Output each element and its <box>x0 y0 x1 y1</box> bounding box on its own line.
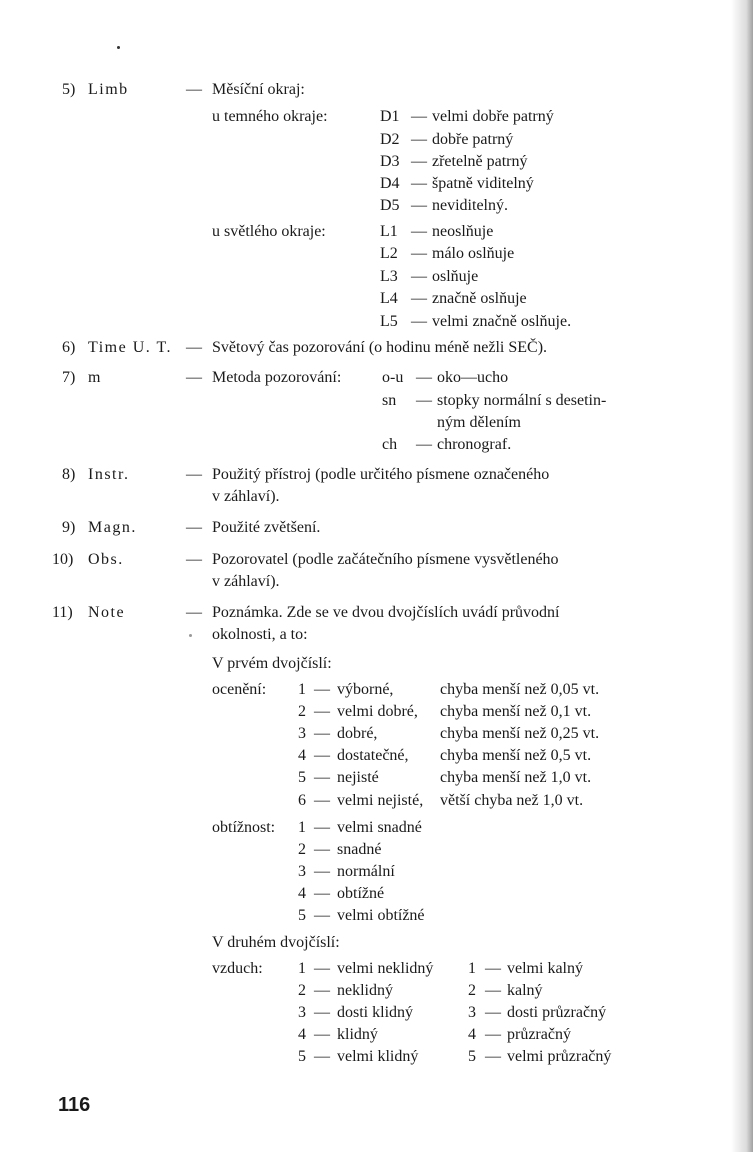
difficulty-dash: — <box>314 885 330 902</box>
limb-dash: — <box>411 223 427 240</box>
air-number: 5 <box>298 1048 306 1065</box>
limb-desc: málo oslňuje <box>432 245 515 262</box>
difficulty-desc: velmi obtížné <box>337 907 425 924</box>
limb-dash: — <box>411 131 427 148</box>
rating-error: chyba menší než 0,05 vt. <box>440 681 600 698</box>
limb-dash: — <box>411 290 427 307</box>
first-pair-heading: V prvém dvojčíslí: <box>212 655 332 672</box>
item-text-cont: okolnosti, a to: <box>212 626 308 643</box>
speck <box>189 634 192 637</box>
item-text: Světový čas pozorování (o hodinu méně nežli SEČ). <box>212 339 548 356</box>
air-number: 5 <box>468 1048 476 1065</box>
limb-desc: značně oslňuje <box>432 290 527 307</box>
rating-dash: — <box>314 703 330 720</box>
item-key: Time U. T. <box>88 339 173 356</box>
item-text: Poznámka. Zde se ve dvou dvojčíslích uvádí průvodní <box>212 604 560 621</box>
limb-code: D2 <box>380 131 400 148</box>
air-number: 2 <box>298 982 306 999</box>
rating-dash: — <box>314 681 330 698</box>
air-dash: — <box>314 1004 330 1021</box>
limb-desc: špatně viditelný <box>432 175 534 192</box>
method-dash: — <box>416 369 432 386</box>
limb-code: L5 <box>380 313 398 330</box>
limb-code: D3 <box>380 153 400 170</box>
rating-dash: — <box>314 747 330 764</box>
rating-desc: dostatečné, <box>337 747 409 764</box>
method-desc: oko—ucho <box>437 369 509 386</box>
air-steadiness: velmi klidný <box>337 1048 419 1065</box>
difficulty-number: 4 <box>298 885 306 902</box>
item-text: Použitý přístroj (podle určitého písmene označeného <box>212 466 550 483</box>
page-edge-shadow <box>731 0 753 1152</box>
rating-desc: velmi dobré, <box>337 703 418 720</box>
method-dash: — <box>416 392 432 409</box>
item-text-cont: v záhlaví). <box>212 488 280 505</box>
difficulty-number: 5 <box>298 907 306 924</box>
rating-error: chyba menší než 0,5 vt. <box>440 747 592 764</box>
limb-dash: — <box>411 153 427 170</box>
light-limb-label: u světlého okraje: <box>212 223 326 240</box>
item-number: 9) <box>62 519 76 536</box>
rating-dash: — <box>314 792 330 809</box>
item-dash: — <box>186 81 202 98</box>
item-text: Metoda pozorování: <box>212 369 342 386</box>
difficulty-desc: snadné <box>337 841 382 858</box>
rating-number: 2 <box>298 703 306 720</box>
difficulty-dash: — <box>314 841 330 858</box>
air-number: 4 <box>468 1026 476 1043</box>
item-key: Obs. <box>88 551 124 568</box>
limb-code: L1 <box>380 223 398 240</box>
air-dash: — <box>485 960 501 977</box>
limb-dash: — <box>411 108 427 125</box>
item-key: m <box>88 369 101 386</box>
rating-number: 5 <box>298 769 306 786</box>
air-transparency: průzračný <box>507 1026 571 1043</box>
item-dash: — <box>186 551 202 568</box>
difficulty-desc: normální <box>337 863 395 880</box>
rating-desc: výborné, <box>337 681 394 698</box>
item-dash: — <box>186 369 202 386</box>
item-number: 11) <box>52 604 73 621</box>
limb-dash: — <box>411 197 427 214</box>
speck <box>117 46 120 49</box>
air-steadiness: velmi neklidný <box>337 960 434 977</box>
method-code: ch <box>382 436 398 453</box>
item-dash: — <box>186 519 202 536</box>
air-number: 3 <box>468 1004 476 1021</box>
difficulty-dash: — <box>314 819 330 836</box>
method-desc: chronograf. <box>437 436 512 453</box>
air-number: 1 <box>298 960 306 977</box>
rating-number: 6 <box>298 792 306 809</box>
method-code: o-u <box>382 369 404 386</box>
difficulty-number: 3 <box>298 863 306 880</box>
air-dash: — <box>485 1004 501 1021</box>
rating-desc: nejisté <box>337 769 379 786</box>
difficulty-desc: obtížné <box>337 885 385 902</box>
air-transparency: velmi kalný <box>507 960 583 977</box>
air-number: 3 <box>298 1004 306 1021</box>
air-steadiness: klidný <box>337 1026 378 1043</box>
air-number: 2 <box>468 982 476 999</box>
method-dash: — <box>416 436 432 453</box>
rating-label: ocenění: <box>212 681 267 698</box>
dark-limb-label: u temného okraje: <box>212 108 328 125</box>
rating-desc: dobré, <box>337 725 378 742</box>
item-key: Limb <box>88 81 129 98</box>
air-dash: — <box>314 1048 330 1065</box>
item-key: Note <box>88 604 126 621</box>
item-number: 6) <box>62 339 76 356</box>
limb-code: L3 <box>380 268 398 285</box>
item-number: 10) <box>52 551 74 568</box>
air-dash: — <box>485 982 501 999</box>
limb-dash: — <box>411 268 427 285</box>
limb-desc: velmi značně oslňuje. <box>432 313 572 330</box>
air-dash: — <box>314 960 330 977</box>
item-text: Měsíční okraj: <box>212 81 305 98</box>
air-steadiness: dosti klidný <box>337 1004 414 1021</box>
limb-desc: oslňuje <box>432 268 479 285</box>
method-code: sn <box>382 392 397 409</box>
item-key: Instr. <box>88 466 130 483</box>
limb-code: D5 <box>380 197 400 214</box>
air-transparency: velmi průzračný <box>507 1048 612 1065</box>
limb-code: D1 <box>380 108 400 125</box>
limb-code: L2 <box>380 245 398 262</box>
limb-desc: velmi dobře patrný <box>432 108 554 125</box>
item-dash: — <box>186 466 202 483</box>
rating-error: chyba menší než 0,1 vt. <box>440 703 592 720</box>
rating-error: chyba menší než 0,25 vt. <box>440 725 600 742</box>
air-steadiness: neklidný <box>337 982 393 999</box>
rating-desc: velmi nejisté, <box>337 792 424 809</box>
rating-error: chyba menší než 1,0 vt. <box>440 769 592 786</box>
limb-desc: dobře patrný <box>432 131 514 148</box>
air-dash: — <box>485 1048 501 1065</box>
rating-dash: — <box>314 769 330 786</box>
item-number: 5) <box>62 81 76 98</box>
item-text: Pozorovatel (podle začátečního písmene vysvětleného <box>212 551 559 568</box>
difficulty-dash: — <box>314 907 330 924</box>
rating-number: 4 <box>298 747 306 764</box>
item-number: 7) <box>62 369 76 386</box>
limb-dash: — <box>411 175 427 192</box>
difficulty-dash: — <box>314 863 330 880</box>
item-text-cont: v záhlaví). <box>212 573 280 590</box>
item-dash: — <box>186 604 202 621</box>
limb-desc: zřetelně patrný <box>432 153 528 170</box>
rating-dash: — <box>314 725 330 742</box>
second-pair-heading: V druhém dvojčíslí: <box>212 934 340 951</box>
item-key: Magn. <box>88 519 137 536</box>
rating-error: větší chyba než 1,0 vt. <box>440 792 584 809</box>
difficulty-label: obtížnost: <box>212 819 276 836</box>
air-transparency: kalný <box>507 982 543 999</box>
item-number: 8) <box>62 466 76 483</box>
limb-dash: — <box>411 313 427 330</box>
limb-dash: — <box>411 245 427 262</box>
method-desc: stopky normální s desetin- <box>437 392 607 409</box>
air-number: 1 <box>468 960 476 977</box>
difficulty-desc: velmi snadné <box>337 819 422 836</box>
air-label: vzduch: <box>212 960 263 977</box>
air-dash: — <box>485 1026 501 1043</box>
rating-number: 1 <box>298 681 306 698</box>
limb-desc: neoslňuje <box>432 223 494 240</box>
item-text: Použité zvětšení. <box>212 519 321 536</box>
page-number: 116 <box>58 1094 91 1116</box>
air-transparency: dosti průzračný <box>507 1004 607 1021</box>
limb-desc: neviditelný. <box>432 197 508 214</box>
item-dash: — <box>186 339 202 356</box>
method-desc-cont: ným dělením <box>437 414 521 431</box>
limb-code: L4 <box>380 290 398 307</box>
rating-number: 3 <box>298 725 306 742</box>
air-dash: — <box>314 1026 330 1043</box>
air-number: 4 <box>298 1026 306 1043</box>
air-dash: — <box>314 982 330 999</box>
difficulty-number: 2 <box>298 841 306 858</box>
limb-code: D4 <box>380 175 400 192</box>
difficulty-number: 1 <box>298 819 306 836</box>
